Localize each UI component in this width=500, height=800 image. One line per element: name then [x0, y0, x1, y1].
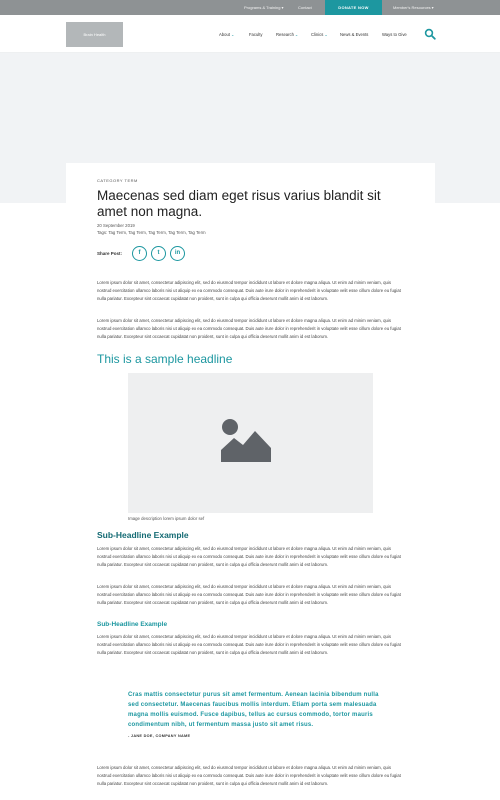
- body-paragraph: Lorem ipsum dolor sit amet, consectetur adipiscing elit, sed do eiusmod tempor incididunt ut labore et dolore magna aliqua. Ut enim ad minim veniam, quis nostrud exercitation ullamco laboris nisi ut aliquip ex ea commodo consequat. Duis aute irure dolor in reprehenderit in voluptate velit esse cillum dolore eu fugiat nulla pariatur. Excepteur sint occaecat cupidatat non proident, sunt in culpa qui officia deserunt mollit anim id est laborum.: [97, 280, 401, 302]
- category-label[interactable]: CATEGORY TERM: [97, 178, 138, 183]
- body-paragraph: Lorem ipsum dolor sit amet, consectetur adipiscing elit, sed do eiusmod tempor incididunt ut labore et dolore magna aliqua. Ut enim ad minim veniam, quis nostrud exercitation ullamco laboris nisi ut aliquip ex ea commodo consequat. Duis aute irure dolor in reprehenderit in voluptate velit esse cillum dolore eu fugiat nulla pariatur. Excepteur sint occaecat cupidatat non proident, sunt in culpa qui officia deserunt mollit anim id est laborum.: [97, 634, 401, 656]
- site-header: [0, 15, 500, 53]
- site-logo[interactable]: Brain Health: [66, 22, 123, 47]
- body-paragraph: Lorem ipsum dolor sit amet, consectetur adipiscing elit, sed do eiusmod tempor incididunt ut labore et dolore magna aliqua. Ut enim ad minim veniam, quis nostrud exercitation ullamco laboris nisi ut aliquip ex ea commodo consequat. Duis aute irure dolor in reprehenderit in voluptate velit esse cillum dolore eu fugiat nulla pariatur. Excepteur sint occaecat cupidatat non proident, sunt in culpa qui officia deserunt mollit anim id est laborum.: [97, 765, 401, 787]
- nav-item-news-events[interactable]: News & Events: [340, 32, 369, 37]
- chevron-down-icon: ▾: [431, 5, 434, 10]
- article-title: Maecenas sed diam eget risus varius blandit sit amet non magna.: [97, 188, 381, 219]
- members-resources-link[interactable]: Member's Resources▾: [393, 5, 434, 10]
- chevron-down-icon: ⌄: [294, 32, 299, 37]
- article-date: 20 September 2019: [97, 223, 135, 228]
- linkedin-icon[interactable]: [170, 246, 185, 261]
- pull-quote: Cras mattis consectetur purus sit amet fermentum. Aenean lacinia bibendum nulla sed consectetur. Maecenas faucibus mollis interdum. Etiam porta sem malesuada magna mollis euismod. Fusce dapibus, tellus ac cursus commodo, tortor mauris condimentum nibh, ut fermentum massa justo sit amet risus.: [128, 692, 379, 728]
- donate-now-button[interactable]: DONATE NOW: [325, 0, 382, 15]
- chevron-down-icon: ⌄: [230, 32, 235, 37]
- linkedin-glyph: in: [174, 250, 181, 256]
- contact-link[interactable]: Contact: [298, 5, 312, 10]
- article-tags: Tags: Tag Term, Tag Term, Tag Term, Tag Term, Tag Term: [97, 230, 206, 235]
- utility-bar: [0, 0, 500, 15]
- facebook-glyph: f: [138, 250, 141, 256]
- sub-headline: Sub-Headline Example: [97, 530, 189, 540]
- nav-item-clinics[interactable]: Clinics⌄: [311, 32, 328, 37]
- sub-headline-small: Sub-Headline Example: [97, 621, 168, 628]
- quote-attribution: - JANE DOE, COMPANY NAME: [128, 734, 191, 738]
- nav-item-faculty[interactable]: Faculty: [249, 32, 263, 37]
- image-placeholder-icon: [221, 418, 271, 462]
- section-headline: This is a sample headline: [97, 352, 233, 366]
- chevron-down-icon: ⌄: [324, 32, 328, 37]
- body-paragraph: Lorem ipsum dolor sit amet, consectetur adipiscing elit, sed do eiusmod tempor incididunt ut labore et dolore magna aliqua. Ut enim ad minim veniam, quis nostrud exercitation ullamco laboris nisi ut aliquip ex ea commodo consequat. Duis aute irure dolor in reprehenderit in voluptate velit esse cillum dolore eu fugiat nulla pariatur. Excepteur sint occaecat cupidatat non proident, sunt in culpa qui officia deserunt mollit anim id est laborum.: [97, 546, 401, 568]
- twitter-glyph: t: [157, 250, 160, 256]
- image-caption: Image description lorem ipsum dolor sef: [128, 516, 205, 521]
- search-icon[interactable]: [424, 28, 436, 40]
- chevron-down-icon: ▾: [281, 5, 284, 10]
- twitter-icon[interactable]: [151, 246, 166, 261]
- share-label: Share Post:: [97, 251, 123, 256]
- nav-item-about[interactable]: About⌄: [219, 32, 235, 37]
- body-paragraph: Lorem ipsum dolor sit amet, consectetur adipiscing elit, sed do eiusmod tempor incididunt ut labore et dolore magna aliqua. Ut enim ad minim veniam, quis nostrud exercitation ullamco laboris nisi ut aliquip ex ea commodo consequat. Duis aute irure dolor in reprehenderit in voluptate velit esse cillum dolore eu fugiat nulla pariatur. Excepteur sint occaecat cupidatat non proident, sunt in culpa qui officia deserunt mollit anim id est laborum.: [97, 584, 401, 606]
- programs-training-link[interactable]: Programs & Training▾: [244, 5, 284, 10]
- body-paragraph: Lorem ipsum dolor sit amet, consectetur adipiscing elit, sed do eiusmod tempor incididunt ut labore et dolore magna aliqua. Ut enim ad minim veniam, quis nostrud exercitation ullamco laboris nisi ut aliquip ex ea commodo consequat. Duis aute irure dolor in reprehenderit in voluptate velit esse cillum dolore eu fugiat nulla pariatur. Excepteur sint occaecat cupidatat non proident, sunt in culpa qui officia deserunt mollit anim id est laborum.: [97, 318, 401, 340]
- nav-item-ways-to-give[interactable]: Ways to Give: [382, 32, 407, 37]
- facebook-icon[interactable]: [132, 246, 147, 261]
- nav-item-research[interactable]: Research⌄: [276, 32, 299, 37]
